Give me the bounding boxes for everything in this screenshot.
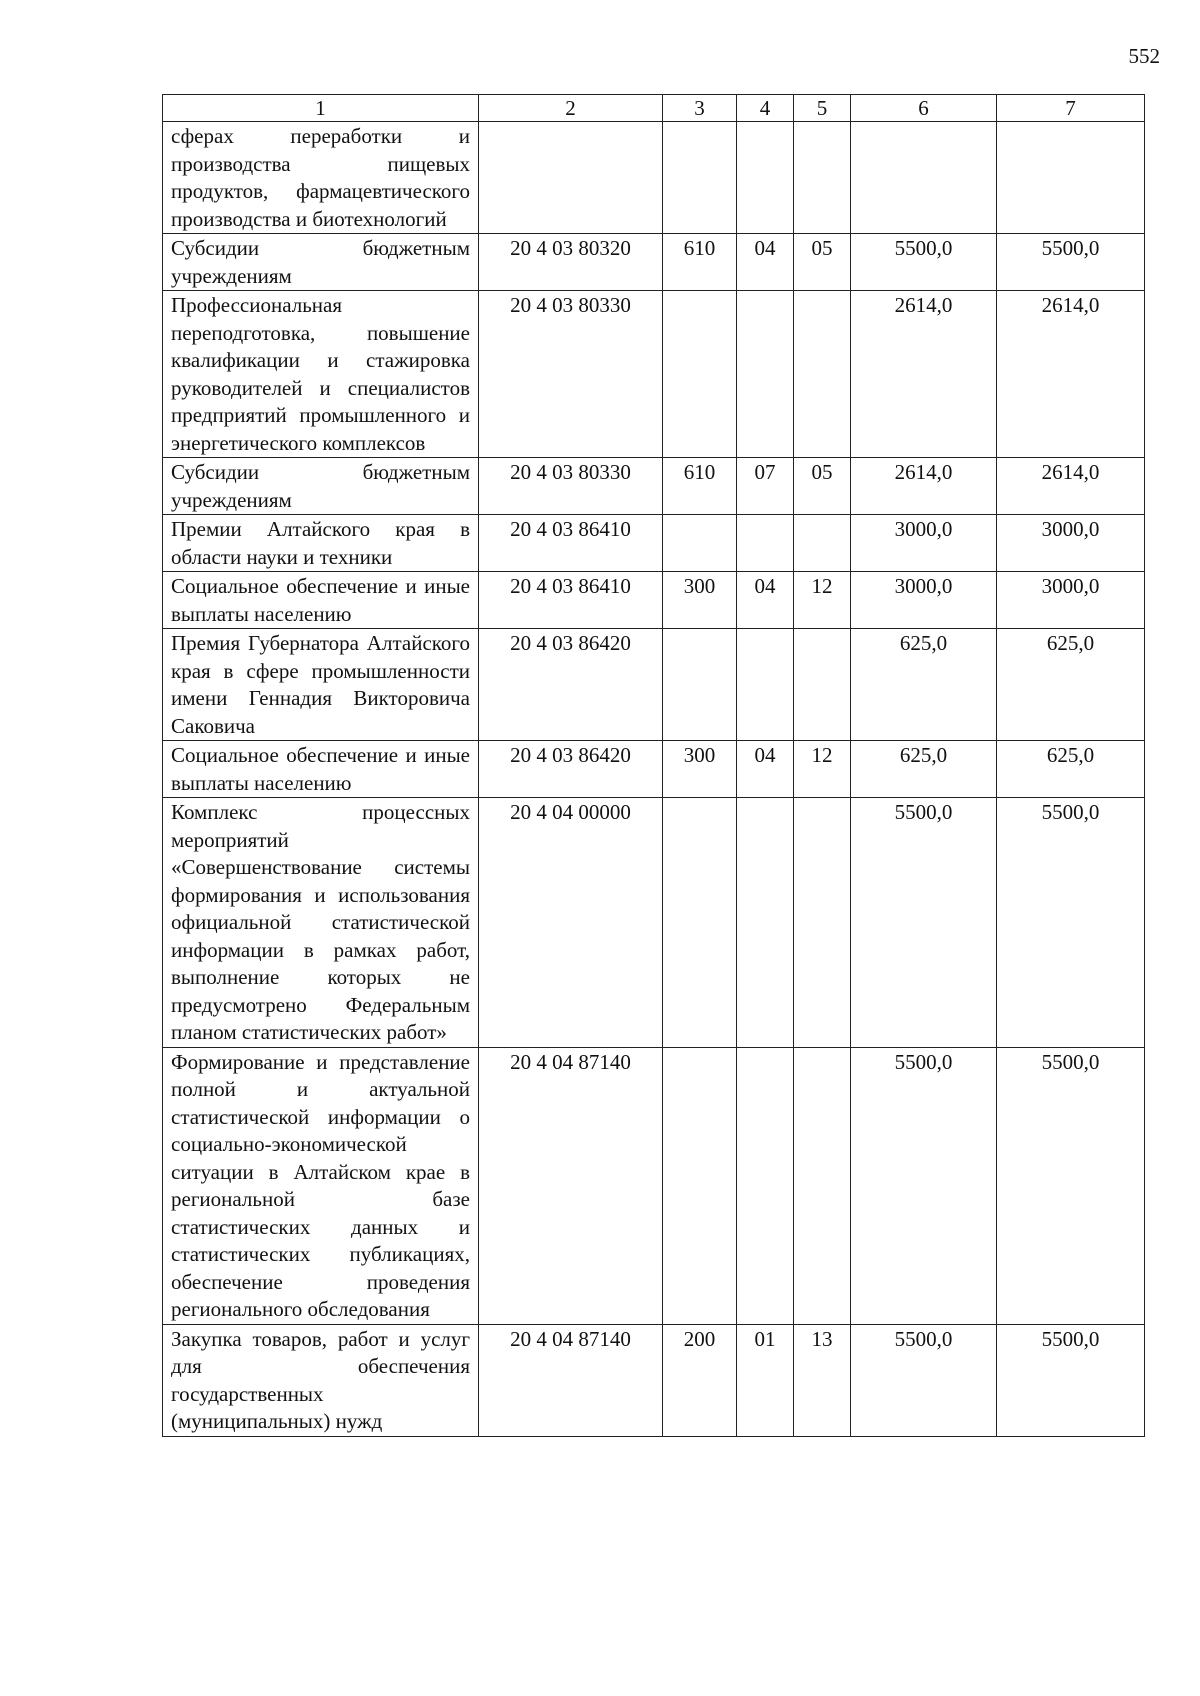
- row-col6-cell: 5500,0: [851, 1324, 997, 1436]
- row-col7-cell: 625,0: [997, 741, 1145, 798]
- column-header: 2: [479, 95, 663, 122]
- row-col3-cell: [663, 1047, 737, 1324]
- page-number: 552: [1128, 44, 1160, 68]
- row-col4-cell: [737, 515, 794, 572]
- row-col7-cell: [997, 122, 1145, 234]
- row-code-cell: 20 4 04 87140: [479, 1047, 663, 1324]
- table-row: [163, 629, 1145, 741]
- row-name-cell: Субсидии бюджетным учреждениям: [163, 458, 479, 515]
- row-col3-cell: [663, 629, 737, 741]
- row-col7-cell: 2614,0: [997, 458, 1145, 515]
- row-col4-cell: 04: [737, 572, 794, 629]
- row-col5-cell: [794, 629, 851, 741]
- table-row: [163, 572, 1145, 629]
- row-name-cell: Формирование и представление полной и актуальной статистической информации о социально-экономической ситуации в Алтайском крае в региональной базе статистических данных и статистических публикациях, обеспечение проведения регионального обследования: [163, 1047, 479, 1324]
- row-col6-cell: 2614,0: [851, 291, 997, 458]
- row-name-cell: Профессиональная переподготовка, повышение квалификации и стажировка руководителей и специалистов предприятий промышленного и энергетического комплексов: [163, 291, 479, 458]
- column-header: 7: [997, 95, 1145, 122]
- row-col7-cell: 3000,0: [997, 572, 1145, 629]
- row-name-cell: Премии Алтайского края в области науки и техники: [163, 515, 479, 572]
- row-name-cell: Социальное обеспечение и иные выплаты населению: [163, 572, 479, 629]
- row-name-cell: Субсидии бюджетным учреждениям: [163, 234, 479, 291]
- row-code-cell: 20 4 03 80330: [479, 291, 663, 458]
- table-row: [163, 458, 1145, 515]
- row-col6-cell: 5500,0: [851, 798, 997, 1048]
- row-name-cell: Премия Губернатора Алтайского края в сфере промышленности имени Геннадия Викторовича Саковича: [163, 629, 479, 741]
- row-col5-cell: 05: [794, 234, 851, 291]
- row-col4-cell: 07: [737, 458, 794, 515]
- table-header-row: [163, 95, 1145, 122]
- row-col3-cell: 300: [663, 741, 737, 798]
- row-code-cell: 20 4 03 80320: [479, 234, 663, 291]
- row-col6-cell: 3000,0: [851, 515, 997, 572]
- row-col4-cell: 04: [737, 234, 794, 291]
- row-col7-cell: 5500,0: [997, 234, 1145, 291]
- table-row: [163, 234, 1145, 291]
- row-col5-cell: [794, 798, 851, 1048]
- row-col5-cell: 12: [794, 572, 851, 629]
- row-col4-cell: [737, 629, 794, 741]
- row-col3-cell: [663, 515, 737, 572]
- row-col4-cell: [737, 1047, 794, 1324]
- row-col4-cell: [737, 798, 794, 1048]
- row-col6-cell: 625,0: [851, 741, 997, 798]
- table-row: [163, 741, 1145, 798]
- row-code-cell: 20 4 03 86410: [479, 572, 663, 629]
- row-col3-cell: 610: [663, 458, 737, 515]
- row-code-cell: [479, 122, 663, 234]
- budget-table: [162, 94, 1145, 1437]
- row-code-cell: 20 4 03 86420: [479, 741, 663, 798]
- row-code-cell: 20 4 03 86420: [479, 629, 663, 741]
- table-row: [163, 515, 1145, 572]
- row-code-cell: 20 4 03 86410: [479, 515, 663, 572]
- row-name-cell: сферах переработки и производства пищевых продуктов, фармацевтического производства и биотехнологий: [163, 122, 479, 234]
- row-name-cell: Закупка товаров, работ и услуг для обеспечения государственных (муниципальных) нужд: [163, 1324, 479, 1436]
- row-col4-cell: [737, 122, 794, 234]
- row-col7-cell: 2614,0: [997, 291, 1145, 458]
- column-header: 3: [663, 95, 737, 122]
- row-col5-cell: [794, 122, 851, 234]
- row-col3-cell: 610: [663, 234, 737, 291]
- row-col6-cell: 5500,0: [851, 1047, 997, 1324]
- row-col6-cell: 5500,0: [851, 234, 997, 291]
- table-row: [163, 122, 1145, 234]
- column-header: 6: [851, 95, 997, 122]
- row-col7-cell: 5500,0: [997, 1324, 1145, 1436]
- row-col6-cell: [851, 122, 997, 234]
- table-row: [163, 798, 1145, 1048]
- row-col5-cell: 05: [794, 458, 851, 515]
- row-col5-cell: 13: [794, 1324, 851, 1436]
- row-col5-cell: [794, 515, 851, 572]
- row-col7-cell: 3000,0: [997, 515, 1145, 572]
- row-col7-cell: 5500,0: [997, 798, 1145, 1048]
- row-code-cell: 20 4 03 80330: [479, 458, 663, 515]
- row-name-cell: Социальное обеспечение и иные выплаты населению: [163, 741, 479, 798]
- row-name-cell: Комплекс процессных мероприятий «Совершенствование системы формирования и использования официальной статистической информации в рамках работ, выполнение которых не предусмотрено Федеральным планом статистических работ»: [163, 798, 479, 1048]
- table-row: [163, 291, 1145, 458]
- column-header: 4: [737, 95, 794, 122]
- row-code-cell: 20 4 04 00000: [479, 798, 663, 1048]
- table-row: [163, 1324, 1145, 1436]
- column-header: 1: [163, 95, 479, 122]
- row-col6-cell: 2614,0: [851, 458, 997, 515]
- row-col7-cell: 5500,0: [997, 1047, 1145, 1324]
- row-code-cell: 20 4 04 87140: [479, 1324, 663, 1436]
- row-col4-cell: [737, 291, 794, 458]
- row-col4-cell: 01: [737, 1324, 794, 1436]
- row-col7-cell: 625,0: [997, 629, 1145, 741]
- column-header: 5: [794, 95, 851, 122]
- row-col3-cell: [663, 291, 737, 458]
- row-col3-cell: [663, 798, 737, 1048]
- row-col3-cell: 300: [663, 572, 737, 629]
- row-col6-cell: 3000,0: [851, 572, 997, 629]
- row-col6-cell: 625,0: [851, 629, 997, 741]
- row-col5-cell: [794, 1047, 851, 1324]
- row-col5-cell: [794, 291, 851, 458]
- row-col3-cell: 200: [663, 1324, 737, 1436]
- row-col5-cell: 12: [794, 741, 851, 798]
- row-col4-cell: 04: [737, 741, 794, 798]
- row-col3-cell: [663, 122, 737, 234]
- table-row: [163, 1047, 1145, 1324]
